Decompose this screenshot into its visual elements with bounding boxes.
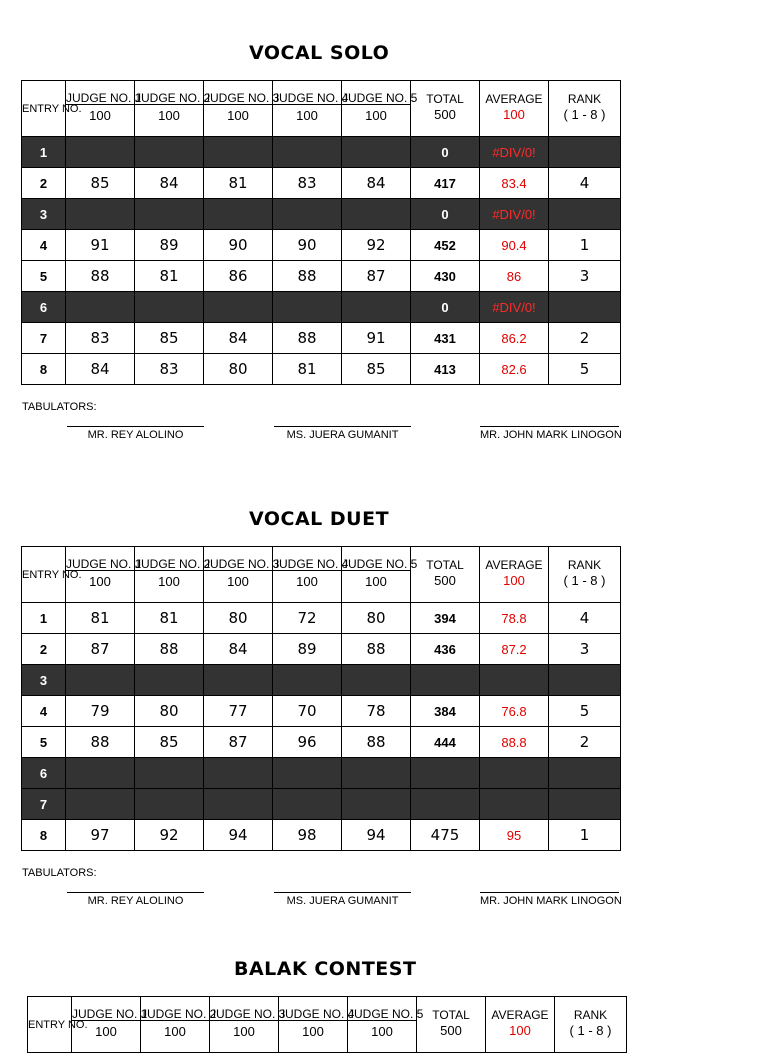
average-cell: 90.4 bbox=[480, 230, 549, 261]
judge-score-cell bbox=[342, 137, 411, 168]
judge-score-cell: 83 bbox=[273, 168, 342, 199]
judge-3-header: JUDGE NO. 3 bbox=[204, 91, 280, 105]
entry-no-cell: 1 bbox=[22, 137, 66, 168]
entry-no-cell: 6 bbox=[22, 292, 66, 323]
judge-2-header: JUDGE NO. 2 bbox=[135, 557, 211, 571]
average-cell: #DIV/0! bbox=[480, 137, 549, 168]
total-cell: 0 bbox=[411, 292, 480, 323]
vocal-duet-table bbox=[21, 546, 621, 851]
judge-score-cell: 94 bbox=[204, 820, 273, 851]
judge-4-max: 100 bbox=[273, 104, 341, 125]
rank-range: ( 1 - 8 ) bbox=[563, 573, 606, 588]
judge-score-cell: 89 bbox=[273, 634, 342, 665]
judge-score-cell bbox=[135, 137, 204, 168]
total-cell: 436 bbox=[411, 634, 480, 665]
table-row bbox=[22, 696, 621, 727]
judge-score-cell bbox=[273, 665, 342, 696]
rank-header: RANK bbox=[567, 557, 602, 572]
tabulator-signature: MS. JUERA GUMANIT bbox=[274, 892, 411, 907]
table-row bbox=[22, 665, 621, 696]
total-cell: 444 bbox=[411, 727, 480, 758]
total-cell: 0 bbox=[411, 199, 480, 230]
judge-score-cell bbox=[342, 292, 411, 323]
tabulator-signature: MR. REY ALOLINO bbox=[67, 892, 204, 907]
judge-score-cell: 83 bbox=[66, 323, 135, 354]
judge-score-cell: 94 bbox=[342, 820, 411, 851]
rank-cell: 3 bbox=[549, 634, 621, 665]
rank-cell: 1 bbox=[549, 820, 621, 851]
table-row bbox=[22, 634, 621, 665]
total-cell: 475 bbox=[411, 820, 480, 851]
judge-score-cell: 88 bbox=[66, 727, 135, 758]
judge-score-cell: 83 bbox=[135, 354, 204, 385]
judge-score-cell bbox=[135, 199, 204, 230]
total-cell bbox=[411, 665, 480, 696]
judge-score-cell bbox=[204, 758, 273, 789]
total-max: 500 bbox=[440, 1023, 462, 1038]
total-max: 500 bbox=[434, 107, 456, 122]
average-cell: 86.2 bbox=[480, 323, 549, 354]
average-cell bbox=[480, 789, 549, 820]
judge-score-cell bbox=[273, 758, 342, 789]
judge-score-cell: 91 bbox=[66, 230, 135, 261]
average-cell bbox=[480, 665, 549, 696]
judge-score-cell bbox=[135, 758, 204, 789]
judge-score-cell bbox=[273, 199, 342, 230]
judge-1-max: 100 bbox=[72, 1020, 140, 1041]
entry-no-header: ENTRY NO. bbox=[22, 81, 66, 137]
judge-1-max: 100 bbox=[66, 570, 134, 591]
judge-score-cell: 72 bbox=[273, 603, 342, 634]
header-row bbox=[22, 547, 621, 603]
average-cell: 87.2 bbox=[480, 634, 549, 665]
entry-no-cell: 2 bbox=[22, 168, 66, 199]
judge-score-cell: 85 bbox=[66, 168, 135, 199]
judge-score-cell: 84 bbox=[204, 634, 273, 665]
entry-no-cell: 5 bbox=[22, 727, 66, 758]
rank-cell: 3 bbox=[549, 261, 621, 292]
judge-score-cell: 90 bbox=[204, 230, 273, 261]
tabulator-signature: MR. JOHN MARK LINOGON bbox=[480, 426, 619, 441]
entry-no-header: ENTRY NO. bbox=[28, 997, 72, 1053]
entry-no-cell: 6 bbox=[22, 758, 66, 789]
judge-score-cell: 88 bbox=[66, 261, 135, 292]
total-cell: 430 bbox=[411, 261, 480, 292]
tabulator-signature: MR. JOHN MARK LINOGON bbox=[480, 892, 619, 907]
table-row bbox=[22, 323, 621, 354]
rank-range: ( 1 - 8 ) bbox=[569, 1023, 612, 1038]
rank-range: ( 1 - 8 ) bbox=[563, 107, 606, 122]
judge-score-cell bbox=[273, 789, 342, 820]
judge-1-header: JUDGE NO. 1 bbox=[66, 91, 142, 105]
judge-2-header: JUDGE NO. 2 bbox=[141, 1007, 217, 1021]
table-row bbox=[22, 261, 621, 292]
entry-no-cell: 1 bbox=[22, 603, 66, 634]
total-cell: 417 bbox=[411, 168, 480, 199]
judge-4-header: JUDGE NO. 4 bbox=[273, 91, 349, 105]
judge-2-max: 100 bbox=[135, 570, 203, 591]
judge-5-header: JUDGE NO. 5 bbox=[342, 557, 418, 571]
average-cell: #DIV/0! bbox=[480, 292, 549, 323]
entry-no-cell: 5 bbox=[22, 261, 66, 292]
tabulator-signature: MR. REY ALOLINO bbox=[67, 426, 204, 441]
judge-score-cell: 87 bbox=[204, 727, 273, 758]
average-cell: 95 bbox=[480, 820, 549, 851]
rank-cell bbox=[549, 137, 621, 168]
judge-4-header: JUDGE NO. 4 bbox=[273, 557, 349, 571]
judge-3-max: 100 bbox=[204, 570, 272, 591]
table-row bbox=[22, 230, 621, 261]
tabulators-label: TABULATORS: bbox=[22, 401, 97, 413]
judge-3-max: 100 bbox=[204, 104, 272, 125]
total-cell bbox=[411, 789, 480, 820]
table-row bbox=[22, 789, 621, 820]
judge-score-cell: 88 bbox=[135, 634, 204, 665]
average-max: 100 bbox=[503, 107, 525, 122]
judge-5-header: JUDGE NO. 5 bbox=[348, 1007, 424, 1021]
rank-cell: 2 bbox=[549, 727, 621, 758]
judge-score-cell bbox=[66, 789, 135, 820]
average-cell: 82.6 bbox=[480, 354, 549, 385]
judge-1-header: JUDGE NO. 1 bbox=[72, 1007, 148, 1021]
judge-score-cell: 84 bbox=[135, 168, 204, 199]
rank-cell: 2 bbox=[549, 323, 621, 354]
entry-no-header: ENTRY NO. bbox=[22, 547, 66, 603]
judge-score-cell bbox=[66, 758, 135, 789]
table-row bbox=[22, 168, 621, 199]
average-cell bbox=[480, 758, 549, 789]
judge-score-cell bbox=[66, 292, 135, 323]
judge-score-cell: 77 bbox=[204, 696, 273, 727]
judge-score-cell: 85 bbox=[135, 727, 204, 758]
total-cell: 394 bbox=[411, 603, 480, 634]
rank-header: RANK bbox=[567, 91, 602, 106]
judge-score-cell bbox=[135, 789, 204, 820]
judge-score-cell: 88 bbox=[273, 323, 342, 354]
table-row bbox=[22, 603, 621, 634]
judge-score-cell: 84 bbox=[342, 168, 411, 199]
judge-score-cell bbox=[342, 758, 411, 789]
total-header: TOTAL bbox=[432, 1007, 470, 1022]
judge-score-cell bbox=[342, 199, 411, 230]
judge-score-cell: 84 bbox=[204, 323, 273, 354]
judge-score-cell: 98 bbox=[273, 820, 342, 851]
judge-5-header: JUDGE NO. 5 bbox=[342, 91, 418, 105]
judge-4-header: JUDGE NO. 4 bbox=[279, 1007, 355, 1021]
judge-1-header: JUDGE NO. 1 bbox=[66, 557, 142, 571]
section-title-vocal-solo: VOCAL SOLO bbox=[249, 42, 390, 64]
judge-score-cell bbox=[204, 789, 273, 820]
judge-score-cell: 80 bbox=[204, 354, 273, 385]
judge-score-cell: 96 bbox=[273, 727, 342, 758]
average-cell: 76.8 bbox=[480, 696, 549, 727]
average-max: 100 bbox=[509, 1023, 531, 1038]
judge-score-cell: 88 bbox=[273, 261, 342, 292]
judge-score-cell: 80 bbox=[204, 603, 273, 634]
average-cell: 88.8 bbox=[480, 727, 549, 758]
judge-score-cell: 87 bbox=[342, 261, 411, 292]
judge-score-cell bbox=[66, 137, 135, 168]
judge-score-cell bbox=[135, 292, 204, 323]
judge-score-cell: 92 bbox=[342, 230, 411, 261]
judge-score-cell: 85 bbox=[135, 323, 204, 354]
average-header: AVERAGE bbox=[485, 91, 543, 106]
tabulator-signature: MS. JUERA GUMANIT bbox=[274, 426, 411, 441]
average-header: AVERAGE bbox=[491, 1007, 549, 1022]
rank-cell: 1 bbox=[549, 230, 621, 261]
rank-cell: 5 bbox=[549, 354, 621, 385]
judge-score-cell: 88 bbox=[342, 634, 411, 665]
judge-score-cell: 90 bbox=[273, 230, 342, 261]
judge-score-cell: 80 bbox=[135, 696, 204, 727]
judge-2-max: 100 bbox=[135, 104, 203, 125]
judge-score-cell bbox=[273, 292, 342, 323]
rank-cell: 5 bbox=[549, 696, 621, 727]
judge-score-cell bbox=[204, 665, 273, 696]
judge-score-cell: 91 bbox=[342, 323, 411, 354]
table-row bbox=[22, 820, 621, 851]
section-title-balak-contest: BALAK CONTEST bbox=[234, 958, 417, 980]
header-row bbox=[22, 81, 621, 137]
judge-score-cell: 89 bbox=[135, 230, 204, 261]
total-header: TOTAL bbox=[426, 557, 464, 572]
judge-score-cell: 81 bbox=[135, 603, 204, 634]
entry-no-cell: 4 bbox=[22, 230, 66, 261]
tabulators-label: TABULATORS: bbox=[22, 867, 97, 879]
total-cell: 413 bbox=[411, 354, 480, 385]
average-max: 100 bbox=[503, 573, 525, 588]
total-cell: 0 bbox=[411, 137, 480, 168]
judge-score-cell bbox=[204, 199, 273, 230]
judge-2-max: 100 bbox=[141, 1020, 209, 1041]
judge-score-cell bbox=[204, 292, 273, 323]
judge-5-max: 100 bbox=[342, 570, 410, 591]
judge-score-cell: 81 bbox=[204, 168, 273, 199]
entry-no-cell: 2 bbox=[22, 634, 66, 665]
judge-score-cell: 80 bbox=[342, 603, 411, 634]
total-max: 500 bbox=[434, 573, 456, 588]
header-row bbox=[28, 997, 627, 1053]
rank-cell bbox=[549, 758, 621, 789]
judge-score-cell: 86 bbox=[204, 261, 273, 292]
judge-5-max: 100 bbox=[348, 1020, 416, 1041]
average-cell: #DIV/0! bbox=[480, 199, 549, 230]
judge-score-cell: 84 bbox=[66, 354, 135, 385]
rank-cell bbox=[549, 665, 621, 696]
judge-score-cell: 81 bbox=[66, 603, 135, 634]
rank-cell: 4 bbox=[549, 603, 621, 634]
judge-3-header: JUDGE NO. 3 bbox=[210, 1007, 286, 1021]
entry-no-cell: 8 bbox=[22, 354, 66, 385]
table-row bbox=[22, 199, 621, 230]
table-row bbox=[22, 727, 621, 758]
entry-no-cell: 3 bbox=[22, 665, 66, 696]
average-header: AVERAGE bbox=[485, 557, 543, 572]
judge-3-header: JUDGE NO. 3 bbox=[204, 557, 280, 571]
balak-contest-table bbox=[27, 996, 627, 1053]
judge-score-cell bbox=[66, 665, 135, 696]
judge-score-cell bbox=[66, 199, 135, 230]
judge-4-max: 100 bbox=[279, 1020, 347, 1041]
judge-1-max: 100 bbox=[66, 104, 134, 125]
entry-no-cell: 7 bbox=[22, 323, 66, 354]
judge-score-cell bbox=[342, 665, 411, 696]
average-cell: 83.4 bbox=[480, 168, 549, 199]
total-cell bbox=[411, 758, 480, 789]
judge-score-cell bbox=[273, 137, 342, 168]
judge-score-cell: 81 bbox=[135, 261, 204, 292]
total-header: TOTAL bbox=[426, 91, 464, 106]
total-cell: 452 bbox=[411, 230, 480, 261]
table-row bbox=[22, 354, 621, 385]
judge-score-cell: 88 bbox=[342, 727, 411, 758]
judge-score-cell bbox=[342, 789, 411, 820]
total-cell: 384 bbox=[411, 696, 480, 727]
rank-header: RANK bbox=[573, 1007, 608, 1022]
average-cell: 86 bbox=[480, 261, 549, 292]
table-row bbox=[22, 292, 621, 323]
rank-cell bbox=[549, 292, 621, 323]
rank-cell: 4 bbox=[549, 168, 621, 199]
entry-no-cell: 8 bbox=[22, 820, 66, 851]
rank-cell bbox=[549, 199, 621, 230]
rank-cell bbox=[549, 789, 621, 820]
judge-3-max: 100 bbox=[210, 1020, 278, 1041]
judge-score-cell: 79 bbox=[66, 696, 135, 727]
judge-4-max: 100 bbox=[273, 570, 341, 591]
entry-no-cell: 3 bbox=[22, 199, 66, 230]
judge-2-header: JUDGE NO. 2 bbox=[135, 91, 211, 105]
vocal-solo-table bbox=[21, 80, 621, 385]
table-row bbox=[22, 758, 621, 789]
entry-no-cell: 7 bbox=[22, 789, 66, 820]
judge-score-cell bbox=[135, 665, 204, 696]
judge-score-cell: 97 bbox=[66, 820, 135, 851]
judge-score-cell: 81 bbox=[273, 354, 342, 385]
judge-score-cell: 87 bbox=[66, 634, 135, 665]
entry-no-cell: 4 bbox=[22, 696, 66, 727]
total-cell: 431 bbox=[411, 323, 480, 354]
judge-score-cell: 70 bbox=[273, 696, 342, 727]
judge-score-cell: 78 bbox=[342, 696, 411, 727]
section-title-vocal-duet: VOCAL DUET bbox=[249, 508, 390, 530]
vocal-solo-rows bbox=[22, 137, 621, 385]
judge-score-cell bbox=[204, 137, 273, 168]
judge-score-cell: 92 bbox=[135, 820, 204, 851]
vocal-duet-rows bbox=[22, 603, 621, 851]
judge-score-cell: 85 bbox=[342, 354, 411, 385]
table-row bbox=[22, 137, 621, 168]
judge-5-max: 100 bbox=[342, 104, 410, 125]
average-cell: 78.8 bbox=[480, 603, 549, 634]
